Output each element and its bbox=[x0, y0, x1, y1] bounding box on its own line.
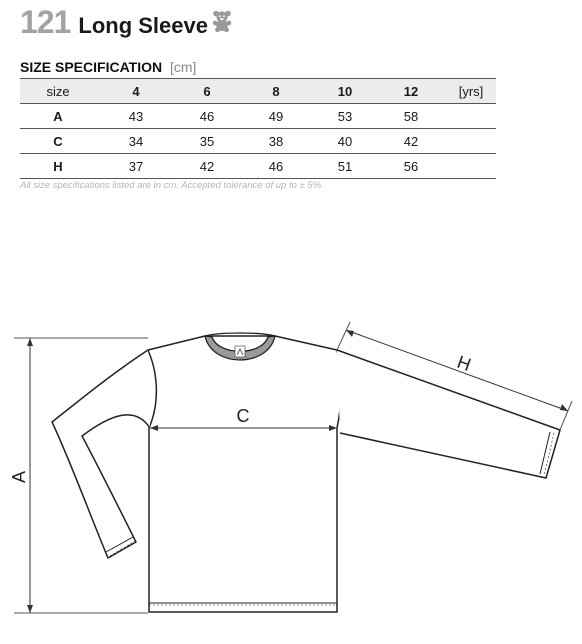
shirt-outline bbox=[52, 336, 560, 612]
dimension-h-label: H bbox=[454, 351, 474, 375]
table-cell: 53 bbox=[314, 104, 376, 129]
table-cell: 51 bbox=[314, 154, 376, 179]
column-header: 8 bbox=[238, 79, 314, 104]
table-cell: 40 bbox=[314, 129, 376, 154]
product-title: Long Sleeve bbox=[78, 13, 208, 38]
column-header: size bbox=[20, 79, 96, 104]
tolerance-note: All size specifications listed are in cm. Accepted tolerance of up to ± 5%. bbox=[20, 180, 324, 191]
dimension-c-label: C bbox=[236, 406, 250, 426]
dimension-a-label: A bbox=[9, 470, 29, 484]
table-cell: 42 bbox=[376, 129, 446, 154]
table-header-row bbox=[20, 79, 496, 104]
row-label: A bbox=[20, 104, 96, 129]
spec-unit: [cm] bbox=[169, 59, 197, 75]
model-number: 121 bbox=[20, 4, 71, 40]
table-cell: 58 bbox=[376, 104, 446, 129]
neck-label-icon bbox=[235, 346, 245, 357]
table-cell: 34 bbox=[96, 129, 176, 154]
row-label: C bbox=[20, 129, 96, 154]
table-cell-empty bbox=[446, 129, 496, 154]
table-cell-empty bbox=[446, 104, 496, 129]
column-header: [yrs] bbox=[446, 79, 496, 104]
table-cell: 56 bbox=[376, 154, 446, 179]
table-cell: 43 bbox=[96, 104, 176, 129]
column-header: 10 bbox=[314, 79, 376, 104]
garment-diagram bbox=[0, 318, 582, 644]
table-row bbox=[20, 154, 496, 179]
column-header: 4 bbox=[96, 79, 176, 104]
column-header: 6 bbox=[176, 79, 238, 104]
table-row bbox=[20, 104, 496, 129]
spec-heading-text: SIZE SPECIFICATION bbox=[20, 59, 163, 75]
column-header: 12 bbox=[376, 79, 446, 104]
table-cell: 49 bbox=[238, 104, 314, 129]
table-cell: 42 bbox=[176, 154, 238, 179]
size-spec-table bbox=[20, 78, 496, 179]
product-header bbox=[20, 4, 208, 44]
table-row bbox=[20, 129, 496, 154]
table-cell: 38 bbox=[238, 129, 314, 154]
table-cell: 37 bbox=[96, 154, 176, 179]
table-cell: 46 bbox=[238, 154, 314, 179]
table-cell-empty bbox=[446, 154, 496, 179]
table-cell: 46 bbox=[176, 104, 238, 129]
row-label: H bbox=[20, 154, 96, 179]
spec-heading bbox=[20, 59, 196, 75]
table-cell: 35 bbox=[176, 129, 238, 154]
teddy-bear-icon bbox=[212, 10, 232, 32]
